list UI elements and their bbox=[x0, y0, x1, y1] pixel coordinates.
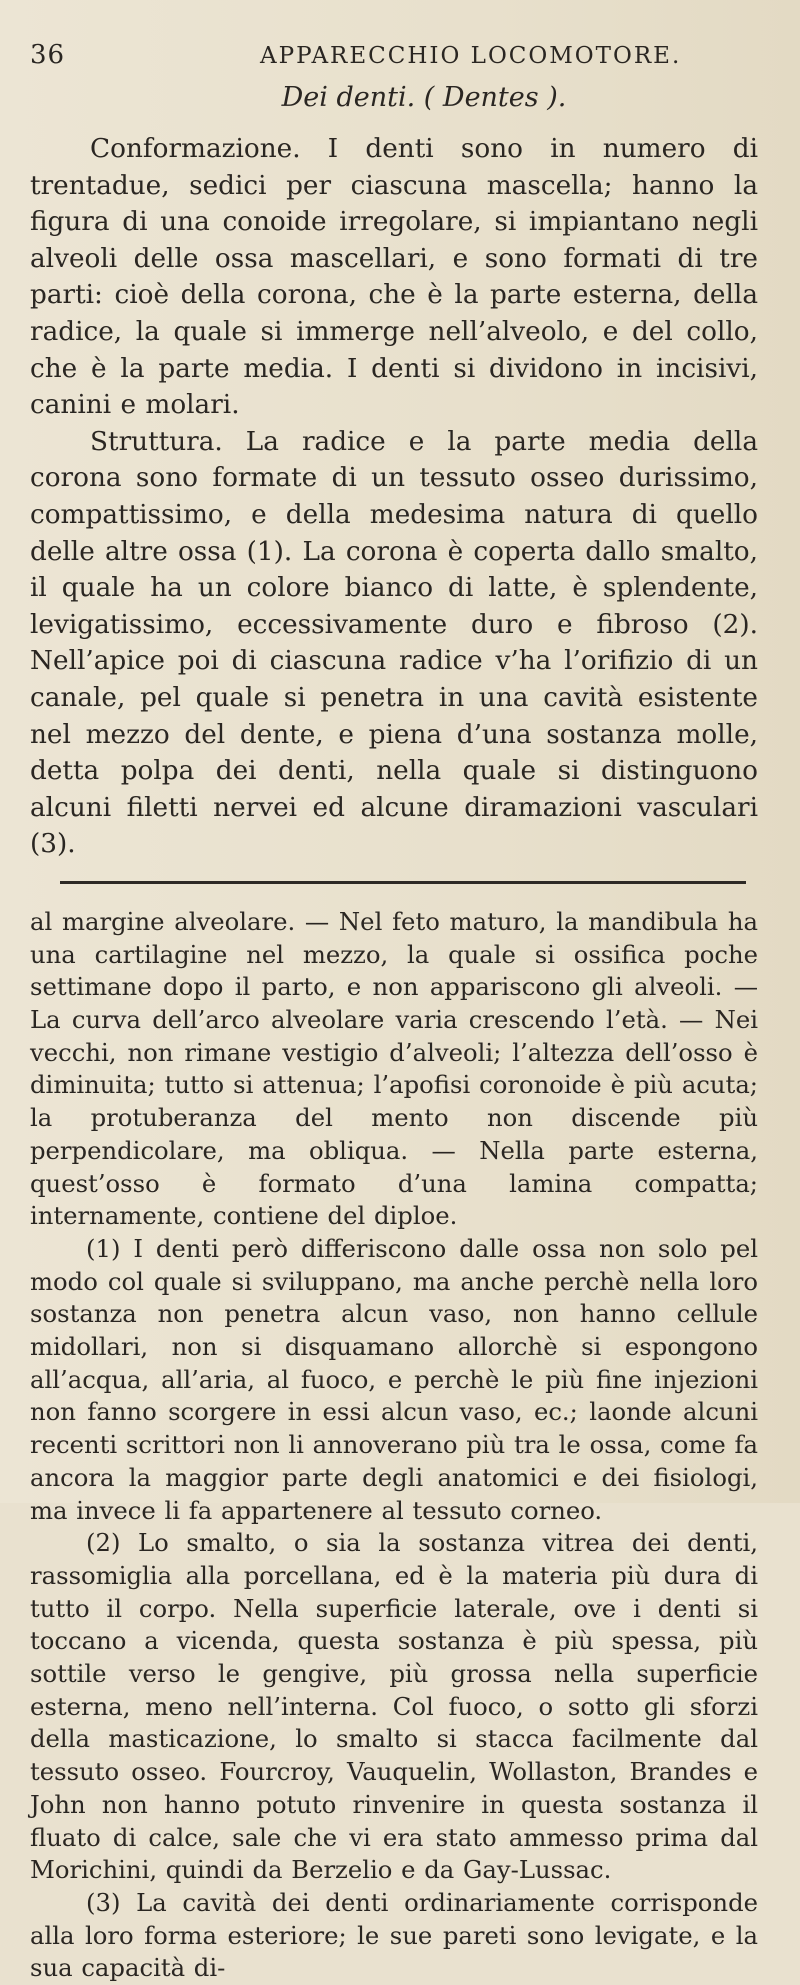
footnote-separator bbox=[60, 881, 746, 884]
footnote-3: (3) La cavità dei denti ordinariamente corrisponde alla loro forma esteriore; le sue pareti sono levigate, e la sua capacità di- bbox=[30, 1887, 758, 1983]
paragraph-conformazione: Conformazione. I denti sono in numero di trentadue, sedici per ciascuna mascella; hanno la figura di una conoide irregolare, si impiantano negli alveoli delle ossa mascellari, e sono formati di tre parti: cioè della corona, che è la parte esterna, della radice, la quale si immerge nell’alveolo, e del collo, che è la parte media. I denti si dividono in incisivi, canini e molari. bbox=[30, 134, 758, 421]
section-title: Dei denti. ( Dentes ). bbox=[281, 82, 567, 113]
main-text bbox=[30, 131, 758, 863]
footnote-1: (1) I denti però differiscono dalle ossa non solo pel modo col quale si sviluppano, ma anche perchè nella loro sostanza non penetra alcun vaso, non hanno cellule midollari, non si disquamano allorchè si espongono all’acqua, all’aria, al fuoco, e perchè le più fine injezioni non fanno scorgere in essi alcun vaso, ec.; laonde alcuni recenti scrittori non li annoverano più tra le ossa, come fa ancora la maggior parte degli anatomici e dei fisiologi, ma invece li fa appartenere al tessuto corneo. bbox=[30, 1233, 758, 1525]
page-number: 36 bbox=[30, 40, 66, 70]
footnote-2: (2) Lo smalto, o sia la sostanza vitrea dei denti, rassomiglia alla porcellana, ed è la materia più dura di tutto il corpo. Nella superficie laterale, ove i denti si toccano a vicenda, questa sostanza è più spessa, più sottile verso le gengive, più grossa nella superficie esterna, meno nell’interna. Col fuoco, o sotto gli sforzi della masticazione, lo smalto si stacca facilmente dal tessuto osseo. Fourcroy, Vauquelin, Wollaston, Brandes e John non hanno potuto rinvenire in questa sostanza il fluato di calce, sale che vi era stato ammesso prima dal Morichini, quindi da Berzelio e da Gay-Lussac. bbox=[30, 1528, 758, 1885]
running-title: APPARECCHIO LOCOMOTORE. bbox=[260, 43, 682, 69]
footnotes bbox=[30, 906, 758, 1985]
paragraph-struttura: Struttura. La radice e la parte media della corona sono formate di un tessuto osseo durissimo, compattissimo, e della medesima natura di quello delle altre ossa (1). La corona è coperta dallo smalto, il quale ha un colore bianco di latte, è splendente, levigatissimo, eccessivamente duro e fibroso (2). Nell’apice poi di ciascuna radice v’ha l’orifizio di un canale, pel quale si penetra in una cavità esistente nel mezzo del dente, e piena d’una sostanza molle, detta polpa dei denti, nella quale si distinguono alcuni filetti nervei ed alcune diramazioni vasculari (3). bbox=[30, 426, 758, 860]
page-header bbox=[30, 40, 758, 70]
footnote-continuation: al margine alveolare. — Nel feto maturo, la mandibula ha una cartilagine nel mezzo, la quale si ossifica poche settimane dopo il parto, e non appariscono gli alveoli. — La curva dell’arco alveolare varia crescendo l’età. — Nei vecchi, non rimane vestigio d’alveoli; l’altezza dell’osso è diminuita; tutto si attenua; l’apofisi coronoide è più acuta; la protuberanza del mento non discende più perpendicolare, ma obliqua. — Nella parte esterna, quest’osso è formato d’una lamina compatta; internamente, contiene del diploe. bbox=[30, 906, 758, 1231]
